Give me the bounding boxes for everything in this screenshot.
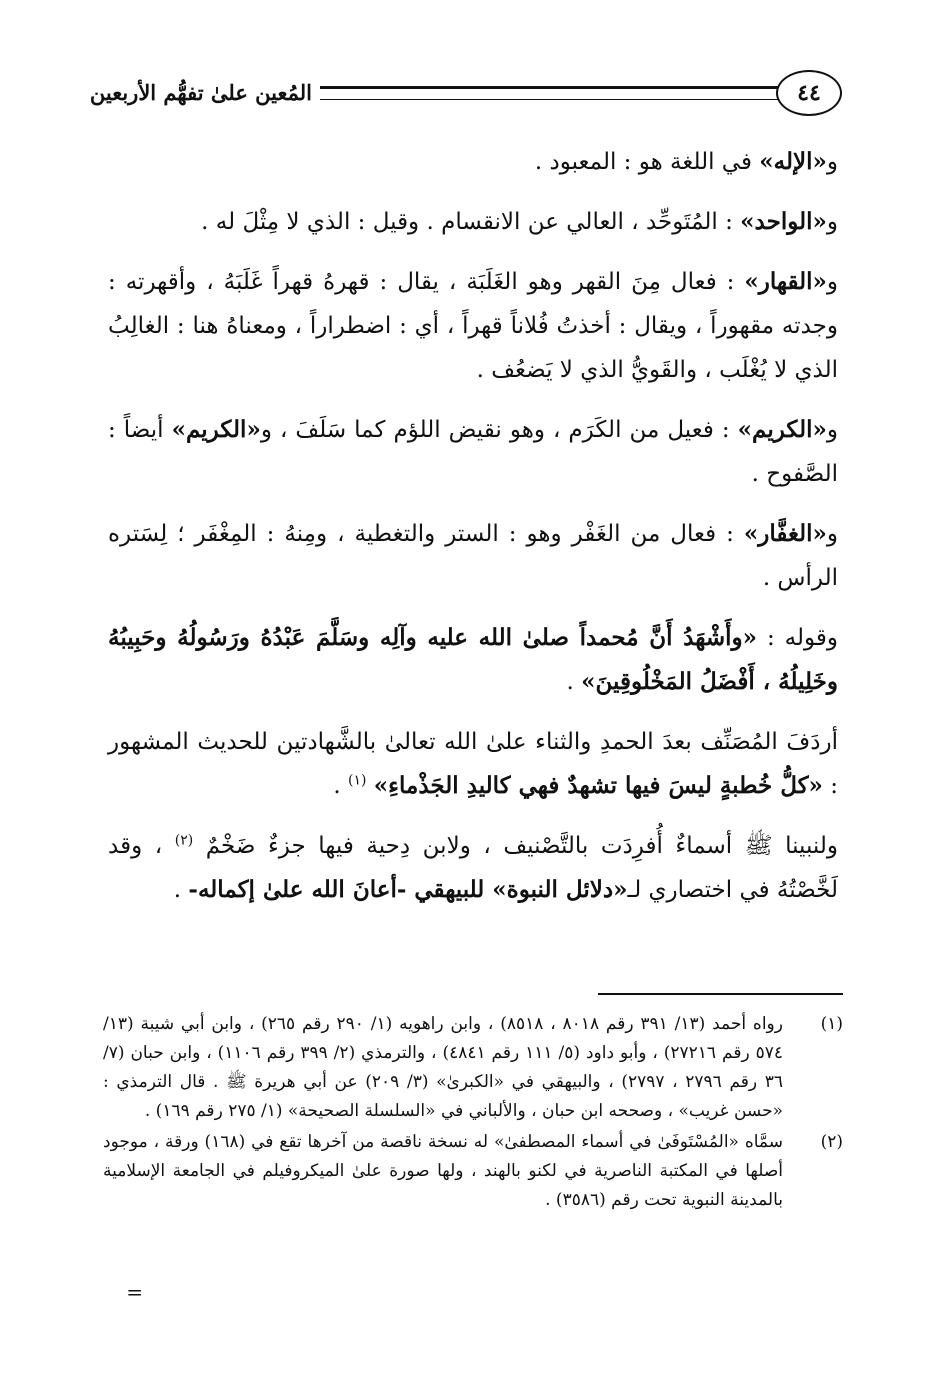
paragraph-karim — [108, 408, 838, 496]
commentary-suffix: . — [333, 773, 349, 799]
definition-text-second: أيضاً : الصَّفوح . — [108, 417, 838, 487]
footnote-number: (٢) — [820, 1132, 843, 1152]
term-qahhar: «القهار» — [744, 268, 827, 295]
definition-text: : فعال مِنَ القهر وهو الغَلَبَة ، يقال : قهرهُ قهراً غَلَبَهُ ، وأقهرته : وجدته مقهوراً ، ويقال : أخذتُ فُلاناً قهراً ، أي : اضطراراً ، ومعناهُ هنا : الغالِبُ الذي لا يُغْلَب ، والقَويُّ الذي لا يَضعُف . — [108, 269, 838, 383]
definition-text: : فعال من الغَفْر وهو : الستر والتغطية ، ومِنهُ : المِغْفَر ؛ لِسَتره الرأس . — [108, 521, 838, 591]
paragraph-wahid — [108, 200, 838, 244]
definition-text: في اللغة هو : المعبود . — [534, 149, 760, 175]
page-number: ٤٤ — [776, 70, 842, 116]
term-wahid: «الواحد» — [740, 208, 827, 235]
footnote-text: سمَّاه «المُسْتَوفَىٰ في أسماء المصطفىٰ» له نسخة ناقصة من آخرها تقع في (١٦٨) ورقة ، موجود أصلها في المكتبة الناصرية في لكنو بالهند ، ولها صورة علىٰ الميكروفيلم في الجامعة الإسلامية بالمدينة النبوية تحت رقم (٣٥٨٦) . — [103, 1132, 783, 1210]
term-karim: «الكريم» — [737, 416, 827, 443]
footnote-number: (١) — [820, 1014, 843, 1034]
main-text — [108, 140, 838, 928]
names-text-continued: ، وقد لَخَّصْتُهُ في اختصاري لـ — [108, 833, 838, 903]
definition-text: : المُتَوحِّد ، العالي عن الانقسام . وقيل : الذي لا مِثْلَ له . — [201, 209, 741, 235]
quote-intro: وقوله : — [756, 625, 838, 651]
prefix: و — [826, 209, 838, 235]
prefix: و — [826, 149, 838, 175]
quote-suffix: . — [566, 669, 582, 695]
paragraph-prophet-names — [108, 824, 838, 912]
commentary-text: أردَفَ المُصَنِّف بعدَ الحمدِ والثناء علىٰ الله تعالىٰ بالشَّهادتين للحديث المشهور : — [108, 729, 838, 799]
prefix: و — [826, 269, 838, 295]
header-rule — [320, 86, 778, 100]
paragraph-commentary — [108, 720, 838, 808]
footnote-1 — [103, 1010, 843, 1126]
footnote-text: رواه أحمد (١٣/ ٣٩١ رقم ٨٠١٨ ، ٨٥١٨) ، وابن راهويه (١/ ٢٩٠ رقم ٢٦٥) ، وابن أبي شيبة (١٣/ ٥٧٤ رقم ٢٧٢١٦) ، وأبو داود (٥/ ١١١ رقم ٤٨٤١) ، والترمذي (٢/ ٣٩٩ رقم ١١٠٦) ، وابن حبان (٧/ ٣٦ رقم ٢٧٩٦ ، ٢٧٩٧) ، والبيهقي في «الكبرىٰ» (٣/ ٢٠٩) عن أبي هريرة ﷺ . قال الترمذي : «حسن غريب» ، وصححه ابن حبان ، والألباني في «السلسلة الصحيحة» (١/ ٢٧٥ رقم ١٦٩) . — [103, 1014, 784, 1121]
footnote-2 — [103, 1128, 843, 1215]
running-title: المُعين علىٰ تفهُّم الأربعين — [89, 80, 312, 105]
term-ilah: «الإله» — [759, 148, 827, 175]
hadith-quote: «كلُّ خُطبةٍ ليسَ فيها تشهدٌ فهي كاليدِ الجَذْماءِ» — [373, 772, 823, 799]
names-text: ولنبينا ﷺ أسماءٌ أُفرِدَت بالتَّصْنيف ، ولابن دِحية فيها جزءٌ ضَخْمٌ — [205, 833, 838, 859]
footnote-ref-2[interactable]: (٢) — [174, 832, 194, 849]
term-karim-second: «الكريم» — [171, 416, 261, 443]
prefix: و — [826, 417, 838, 443]
book-reference: «دلائل النبوة» للبيهقي -أعانَ الله علىٰ إكماله- — [188, 876, 628, 903]
prefix: و — [826, 521, 838, 547]
footnote-ref-1[interactable]: (١) — [348, 772, 367, 789]
footnote-separator — [598, 993, 843, 995]
shahada-quote: «وأَشْهَدُ أَنَّ مُحمداً صلىٰ الله عليه وآلِه وسَلَّمَ عَبْدُهُ ورَسُولُهُ وحَبِيبُهُ وخَلِيلُهُ ، أَفْضَلُ المَخْلُوقِينَ» — [108, 624, 838, 695]
term-ghaffar: «الغفَّار» — [743, 520, 827, 547]
names-suffix: . — [173, 877, 189, 903]
paragraph-qahhar — [108, 260, 838, 392]
page-header — [89, 62, 842, 122]
paragraph-ghaffar — [108, 512, 838, 600]
paragraph-ilah — [108, 140, 838, 184]
footnotes-section — [103, 1010, 843, 1217]
paragraph-shahada-quote — [108, 616, 838, 704]
definition-text: : فعيل من الكَرَم ، وهو نقيض اللؤم كما سَلَفَ ، و — [260, 417, 738, 443]
continuation-mark: = — [126, 1280, 143, 1304]
